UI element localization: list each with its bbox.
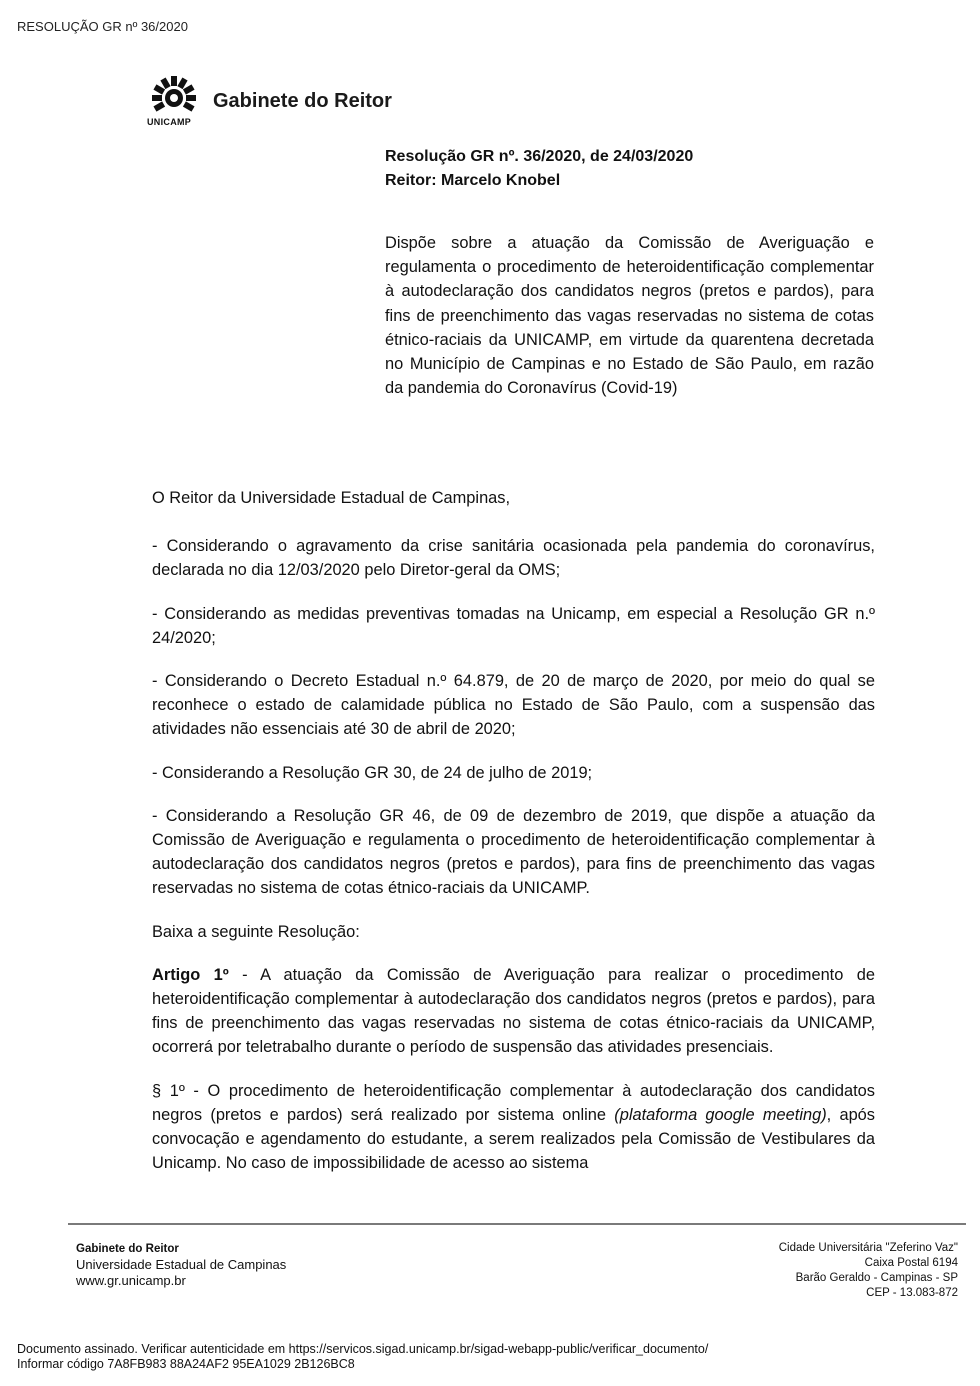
intro-paragraph: O Reitor da Universidade Estadual de Campinas, (152, 489, 511, 507)
office-title: Gabinete do Reitor (213, 90, 392, 112)
considerando-5: - Considerando a Resolução GR 46, de 09 de dezembro de 2019, que dispõe a atuação da Comissão de Averiguação e regulamenta o procedimento de heteroidentificação complementar à autodeclaração dos candidatos negros (pretos e pardos), para fins de preenchimento das vagas reservadas no sistema de cotas étnico-raciais da UNICAMP. (152, 806, 875, 898)
footer-address (658, 1241, 958, 1301)
resolution-body (152, 486, 875, 1194)
footer-address-line: Caixa Postal 6194 (864, 1257, 958, 1269)
paragrafo-1-text-b: , após convocação e agendamento do estudante, a serem realizados pela Comissão de Vestibulares da Unicamp. No caso de impossibilidade de acesso ao sistema (152, 1105, 875, 1173)
paragrafo-1 (152, 1079, 875, 1176)
verification-url-line[interactable]: Documento assinado. Verificar autenticidade em https://servicos.sigad.unicamp.br/sigad-webapp-public/verificar_documento/ (17, 1342, 709, 1356)
paragrafo-1-text-a: § 1º - O procedimento de heteroidentificação complementar à autodeclaração dos candidatos negros (pretos e pardos) será realizado por sistema online (152, 1081, 875, 1124)
considerando-2: - Considerando as medidas preventivas tomadas na Unicamp, em especial a Resolução GR n.º 24/2020; (152, 604, 875, 647)
footer-address-line: CEP - 13.083-872 (866, 1287, 958, 1299)
footer-website[interactable]: www.gr.unicamp.br (76, 1273, 186, 1288)
resolution-title: Resolução GR nº. 36/2020, de 24/03/2020 (385, 148, 694, 165)
document-reference: RESOLUÇÃO GR nº 36/2020 (17, 19, 188, 34)
resolution-signer: Reitor: Marcelo Knobel (385, 172, 561, 189)
logo-wordmark: UNICAMP (147, 117, 192, 127)
footer-address-line: Cidade Universitária "Zeferino Vaz" (778, 1242, 958, 1254)
footer-divider (68, 1223, 966, 1225)
considerando-3: - Considerando o Decreto Estadual n.º 64.879, de 20 de março de 2020, por meio do qual se reconhece o estado de calamidade pública no Estado de São Paulo, com a suspensão das atividades não essenciais até 30 de abril de 2020; (152, 672, 875, 739)
verification-note (17, 1342, 708, 1372)
resolution-heading (385, 145, 693, 193)
footer-office: Gabinete do Reitor (76, 1243, 179, 1255)
considerando-4: - Considerando a Resolução GR 30, de 24 de julho de 2019; (152, 763, 593, 782)
footer-address-line: Barão Geraldo - Campinas - SP (795, 1272, 958, 1284)
artigo-1 (152, 963, 875, 1060)
paragrafo-1-italic: (plataforma google meeting) (614, 1105, 827, 1124)
artigo-1-text: - A atuação da Comissão de Averiguação para realizar o procedimento de heteroidentificação complementar à autodeclaração dos candidatos negros (pretos e pardos), para fins de preenchimento das vagas reservadas no sistema de cotas étnico-raciais da UNICAMP, ocorrerá por teletrabalho durante o período de suspensão das atividades presenciais. (152, 965, 875, 1057)
baixa-paragraph: Baixa a seguinte Resolução: (152, 922, 360, 941)
considerando-1: - Considerando o agravamento da crise sanitária ocasionada pela pandemia do coronavírus, declarada no dia 12/03/2020 pelo Diretor-geral da OMS; (152, 537, 875, 580)
verification-code-line: Informar código 7A8FB983 88A24AF2 95EA1029 2B126BC8 (17, 1357, 355, 1371)
resolution-summary: Dispõe sobre a atuação da Comissão de Averiguação e regulamenta o procedimento de heteroidentificação complementar à autodeclaração dos candidatos negros (pretos e pardos), para fins de preenchimento das vagas reservadas no sistema de cotas étnico-raciais da UNICAMP, em virtude da quarentena decretada no Município de Campinas e no Estado de São Paulo, em razão da pandemia do Coronavírus (Covid-19) (385, 234, 874, 398)
artigo-1-label: Artigo 1º (152, 965, 229, 984)
footer-left (76, 1241, 286, 1289)
footer-university: Universidade Estadual de Campinas (76, 1257, 287, 1272)
